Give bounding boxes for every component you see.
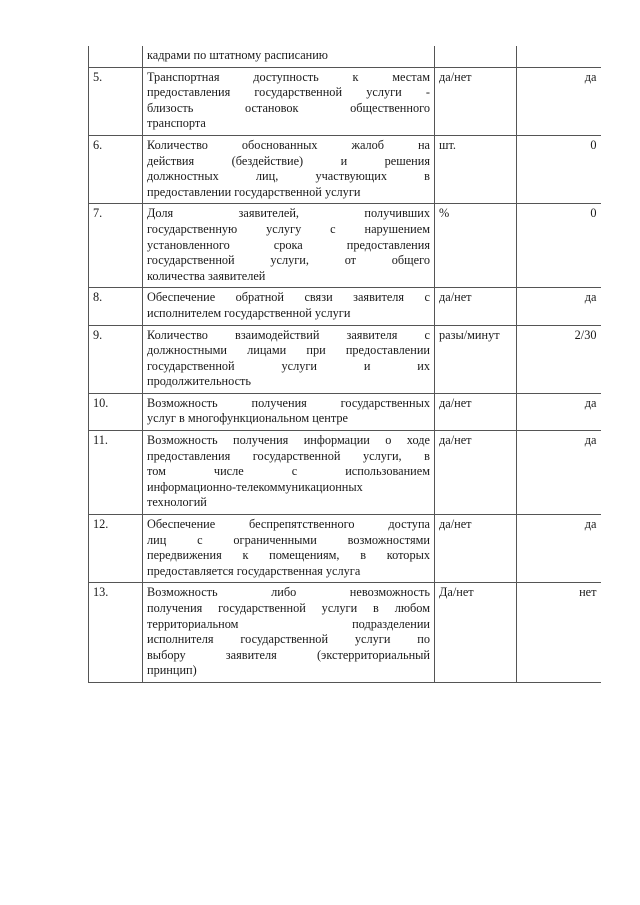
row-number-cell: 13. bbox=[89, 583, 143, 683]
unit-cell: Да/нет bbox=[435, 583, 517, 683]
table-row bbox=[89, 135, 601, 203]
table-row bbox=[89, 431, 601, 515]
indicator-name-line: выбору заявителя (экстерриториальный bbox=[147, 647, 430, 662]
indicator-name-line: передвижения к помещениям, в которых bbox=[147, 548, 430, 563]
indicator-name-line: Транспортная доступность к местам bbox=[147, 69, 430, 84]
indicator-name-line: Возможность получения информации о ходе bbox=[147, 433, 430, 448]
indicator-name-line: исполнителя государственной услуги по bbox=[147, 632, 430, 647]
unit-cell bbox=[435, 46, 517, 67]
indicator-name-line: близость остановок общественного bbox=[147, 100, 430, 115]
row-number-cell: 10. bbox=[89, 393, 143, 430]
indicator-name-line: предоставлении государственной услуги bbox=[147, 184, 361, 199]
value-cell: да bbox=[517, 393, 601, 430]
value-cell: нет bbox=[517, 583, 601, 683]
value-cell bbox=[517, 46, 601, 67]
row-number-cell: 6. bbox=[89, 135, 143, 203]
indicator-name-line: государственной услуги, от общего bbox=[147, 253, 430, 268]
indicator-name-line: получения государственной услуги в любом bbox=[147, 601, 430, 615]
value-cell: 0 bbox=[517, 204, 601, 288]
indicator-name-line: Количество взаимодействий заявителя с bbox=[147, 327, 430, 342]
indicator-name-line: кадрами по штатному расписанию bbox=[147, 48, 328, 62]
table-row bbox=[89, 288, 601, 325]
indicator-name-line: количества заявителей bbox=[147, 268, 266, 283]
unit-cell: шт. bbox=[435, 135, 517, 203]
indicator-name-cell bbox=[143, 288, 435, 325]
row-number-cell: 7. bbox=[89, 204, 143, 288]
indicator-name-cell bbox=[143, 431, 435, 515]
table-row bbox=[89, 583, 601, 683]
indicator-name-line: исполнителем государственной услуги bbox=[147, 305, 351, 320]
indicator-name-line: продолжительность bbox=[147, 374, 252, 389]
indicator-name-line: государственную услугу с нарушением bbox=[147, 221, 430, 236]
table-body bbox=[89, 46, 601, 682]
indicator-name-line: предоставляется государственная услуга bbox=[147, 563, 361, 578]
unit-cell: да/нет bbox=[435, 288, 517, 325]
indicator-name-line: Доля заявителей, получивших bbox=[147, 206, 430, 221]
indicator-name-cell bbox=[143, 204, 435, 288]
indicator-name-cell bbox=[143, 67, 435, 135]
indicator-name-line: действия (бездействие) и решения bbox=[147, 153, 430, 168]
indicator-name-line: транспорта bbox=[147, 116, 206, 131]
table-row bbox=[89, 515, 601, 583]
indicator-name-line: предоставления государственной услуги - bbox=[147, 85, 430, 100]
indicator-name-line: установленного срока предоставления bbox=[147, 237, 430, 252]
indicator-name-line: должностных лиц, участвующих в bbox=[147, 169, 430, 184]
indicator-name-line: Возможность либо невозможность bbox=[147, 585, 430, 600]
indicator-name-line: Обеспечение беспрепятственного доступа bbox=[147, 517, 430, 532]
value-cell: да bbox=[517, 67, 601, 135]
unit-cell: да/нет bbox=[435, 67, 517, 135]
indicator-name-line: территориальном подразделении bbox=[147, 616, 430, 631]
indicator-name-cell bbox=[143, 46, 435, 67]
indicator-name-line: государственной услуги и их bbox=[147, 358, 430, 373]
row-number-cell: 12. bbox=[89, 515, 143, 583]
unit-cell: да/нет bbox=[435, 393, 517, 430]
unit-cell: % bbox=[435, 204, 517, 288]
row-number-cell: 5. bbox=[89, 67, 143, 135]
row-number-cell: 8. bbox=[89, 288, 143, 325]
table-row bbox=[89, 67, 601, 135]
indicator-name-cell bbox=[143, 393, 435, 430]
table-row bbox=[89, 393, 601, 430]
indicator-name-line: Обеспечение обратной связи заявителя с bbox=[147, 290, 430, 305]
row-number-cell bbox=[89, 46, 143, 67]
indicator-name-line: лиц с ограниченными возможностями bbox=[147, 532, 430, 547]
indicator-name-line: том числе с использованием bbox=[147, 464, 430, 479]
indicator-name-line: Количество обоснованных жалоб на bbox=[147, 137, 430, 152]
value-cell: да bbox=[517, 431, 601, 515]
value-cell: да bbox=[517, 515, 601, 583]
row-number-cell: 11. bbox=[89, 431, 143, 515]
table-row-continuation bbox=[89, 46, 601, 67]
row-number-cell: 9. bbox=[89, 325, 143, 393]
unit-cell: да/нет bbox=[435, 515, 517, 583]
indicator-name-line: принцип) bbox=[147, 663, 197, 678]
indicator-name-line: услуг в многофункциональном центре bbox=[147, 411, 348, 426]
indicator-name-line: Возможность получения государственных bbox=[147, 395, 430, 410]
table-row bbox=[89, 325, 601, 393]
indicators-table bbox=[88, 46, 601, 683]
indicator-name-cell bbox=[143, 515, 435, 583]
indicator-name-line: должностными лицами при предоставлении bbox=[147, 343, 430, 358]
indicator-name-line: технологий bbox=[147, 495, 207, 510]
unit-cell: разы/минут bbox=[435, 325, 517, 393]
unit-cell: да/нет bbox=[435, 431, 517, 515]
indicator-name-cell bbox=[143, 325, 435, 393]
indicator-name-cell bbox=[143, 135, 435, 203]
indicator-name-line: информационно-телекоммуникационных bbox=[147, 479, 363, 494]
value-cell: 2/30 bbox=[517, 325, 601, 393]
indicator-name-line: предоставления государственной услуги, в bbox=[147, 448, 430, 463]
table-row bbox=[89, 204, 601, 288]
indicator-name-cell bbox=[143, 583, 435, 683]
value-cell: да bbox=[517, 288, 601, 325]
value-cell: 0 bbox=[517, 135, 601, 203]
